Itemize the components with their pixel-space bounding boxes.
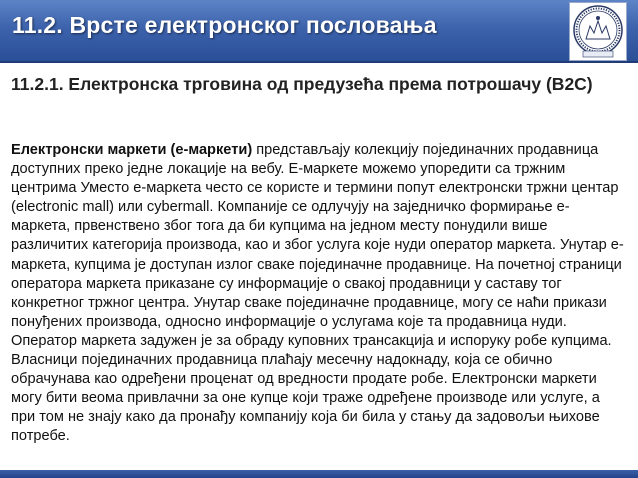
body-lead-term: Електронски маркети (е-маркети)	[11, 142, 253, 158]
body-text-rest: представљају колекцију појединачних продавница доступних преко једне локације на вебу. Е-маркете можемо упоредити са тржним центрима Уместо е-маркета често се користе и термини попут електронски тржни центар (electronic mall) или cybermall. Компаније се одлучују на заједничко формирање е-маркета, првенствено због тога да би купцима на једном месту понудили више различитих категорија производа, као и због услуга које нуди оператор маркета. Унутар е-маркета, купцима је доступан излог сваке појединачне продавнице. На почетној страници оператора маркета приказане су информације о свакој продавници у саставу тог конкретног тржног центра. Унутар сваке појединачне продавнице, могу се наћи прикази понуђених производа, односно информације о услугама које та продавница нуди. Оператор маркета задужен је за обраду куповних трансакција и испоруку робе купцима. Власници појединачних продавница плаћају месечну надокнаду, која се обично обрачунава као одређени проценат од вредности продате робе. Електронски маркети могу бити веома привлачни за оне купце који траже одређене производе или услуге, а при том не знају како да пронађу компанију која би била у стању да задовољи њихове потребе.	[11, 142, 624, 445]
university-seal-icon	[569, 2, 627, 61]
footer-bar	[0, 470, 638, 478]
seal-graphic	[570, 3, 626, 60]
section-heading: 11.2.1. Електронска трговина од предузећа према потрошачу (B2C)	[11, 74, 593, 94]
slide-title: 11.2. Врсте електронског пословања	[12, 12, 437, 38]
body-paragraph	[11, 141, 627, 447]
slide-header	[0, 0, 638, 63]
